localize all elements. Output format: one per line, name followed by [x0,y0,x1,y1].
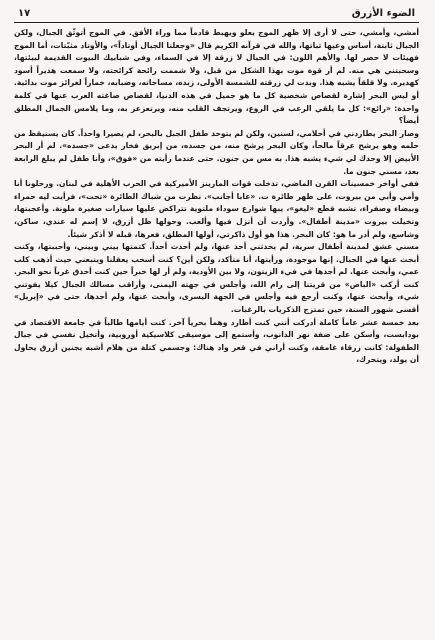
paragraph: مسني عشق لمدينة أطفال سرية، لم يحدثني أحد عنها، ولم أحدث أحداً. كتمتها بيني وبيني، وأحببتها، وكنت أبحث عنها في الجبال. إنها موجودة، ورأيتها، أنا متأكد، ولكن أين؟ كنت أسحب يعقلنا ويتبعني حيث أذهب كلب عمي، وأبحث عنها. لم أجدها في فيء الزيتون، ولا بين الأودية، ولم أر لها خبراً حين كنت أحدق غرباً نحو البحر. كنت أركب «الباص» من قريتنا إلى رام الله، وأجلس في جهته اليمنى، وأراقب مسالك الجبال كيلا يفوتني شيء، وأبحث عنها، وكنت أرجع فيه وأجلس في الجهة اليسرى، وأبحث عنها، ولم أجدها، حتى في «إبريل» أقسى شهور السنة، حين تمتزج الذكريات بالرغبات. [14,242,419,315]
page-number: ١٧ [18,8,31,19]
paragraph: أمشي، وأمشي، حتى لا أرى إلا ظهر الموج يعلو ويهبط قادماً مما وراء الأفق. في الموج أتوثّق الجبال، ولكن الجبال ثابتة، أساس وعيها ثباتها، والله في قرآنه الكريم قال «وجعلنا الجبال أوتاداً»، والأوتاد مثبّتات، أما الموج فهيئات لا حصر لها. والأهم اللون: في الجبال لا زرقة إلا في السماء، وفي شبابيك البيوت القديمة لبيئتها، وسحبتني هي منه. لم أر قوة موت بهذا الشكل من قبل، ولا شممت رائحة كرائحته، ولا سمعت هديراً أسود كهديره. ولا قلقاً يشبه هذا. وبدت لي زرقته للشمسة الأولى، زبده، مساحاته، وضبابه، خماراً لغرائز موت بدائية. أو ليس البحر إشارة لقصاص شخصية كل ما هو جميل في هذه الدنيا، لقصاص صاغته العرب عنها في كلمة واحدة: «رائع»: كل ما يلقي الرعب في الروع، ويرتجف القلب منه، ويرتعزعز به، وما يلامس الجمال المطلق أيضاً؟ [14,28,419,126]
paragraph: بعد خمسة عشر عاماً كاملة أدركت أنني كنت أطارد وهماً بحرياً آخر. كنت أيامها طالباً في جامعة الاقتصاد في بودابست، وأسكن على ضفة نهر الدانوب، وأستمع إلى موسيقى كلاسيكية أوروبية، وأتخيل نفسي في جبال الطفولة: كانت زرقاء غامقة، وكنت أراني في قعر واد هناك: وجسمي كتلة من هلام أشبه بجنين أزرق يحاول أن يولد، ويتحرك، [14,317,419,365]
paragraph: ففي أواخر خمسينات القرن الماضي، تدخلت قوات المارينز الأميركية في الحرب الأهلية في لبنان. ورحلونا أنا وأمي وأبي من بيروت، على ظهر طائرة ت. «عابا أجانب». نظرت من شباك الطائرة «تحت»، فرأيت ليه حمراء وبيضاء وصفراء، تشبه قطع «ليغو»، يبها شوارع سوداء ملتوية تتراكض عليها سيارات صغيرة ملونة. وأعجبتها، وتخيلت بيروت «مدينة أطفال». وأردت أن أنزل فيها وألعب. وحولها ظل أزرق، لا إسم له عندي، ساكن، وشاسع، ولم أدر ما هو: كان البحر. هذا هو أول ذاكرتي، أولها المطلق، فعرها، قبله لا أذكر شيئاً. [14,179,419,239]
header-rule [14,22,419,23]
paragraph: وصار البحر يطاردني في أحلامي، لسنين، ولكن لم يتوحد طفل الجبل بالبحر، لم يصيرا واحداً. كان يستيقظ من حلمه وهو يرشح عرقاً مالحاً، وكان البحر يرشح منه، من جسده، من إبريق فخار يدعى «جسده». لم أر البحر الأبيض إلا وحدك لي شيء يشبه هذا. به مس من جنون. حتى عندما رأيته من «فوق»، وأنا طفل لم يبلغ الرابعة بعد، مسني جنون ما. [14,128,419,176]
body-text [14,27,419,367]
running-header [14,8,419,22]
book-title: الضوء الأزرق [351,8,415,19]
